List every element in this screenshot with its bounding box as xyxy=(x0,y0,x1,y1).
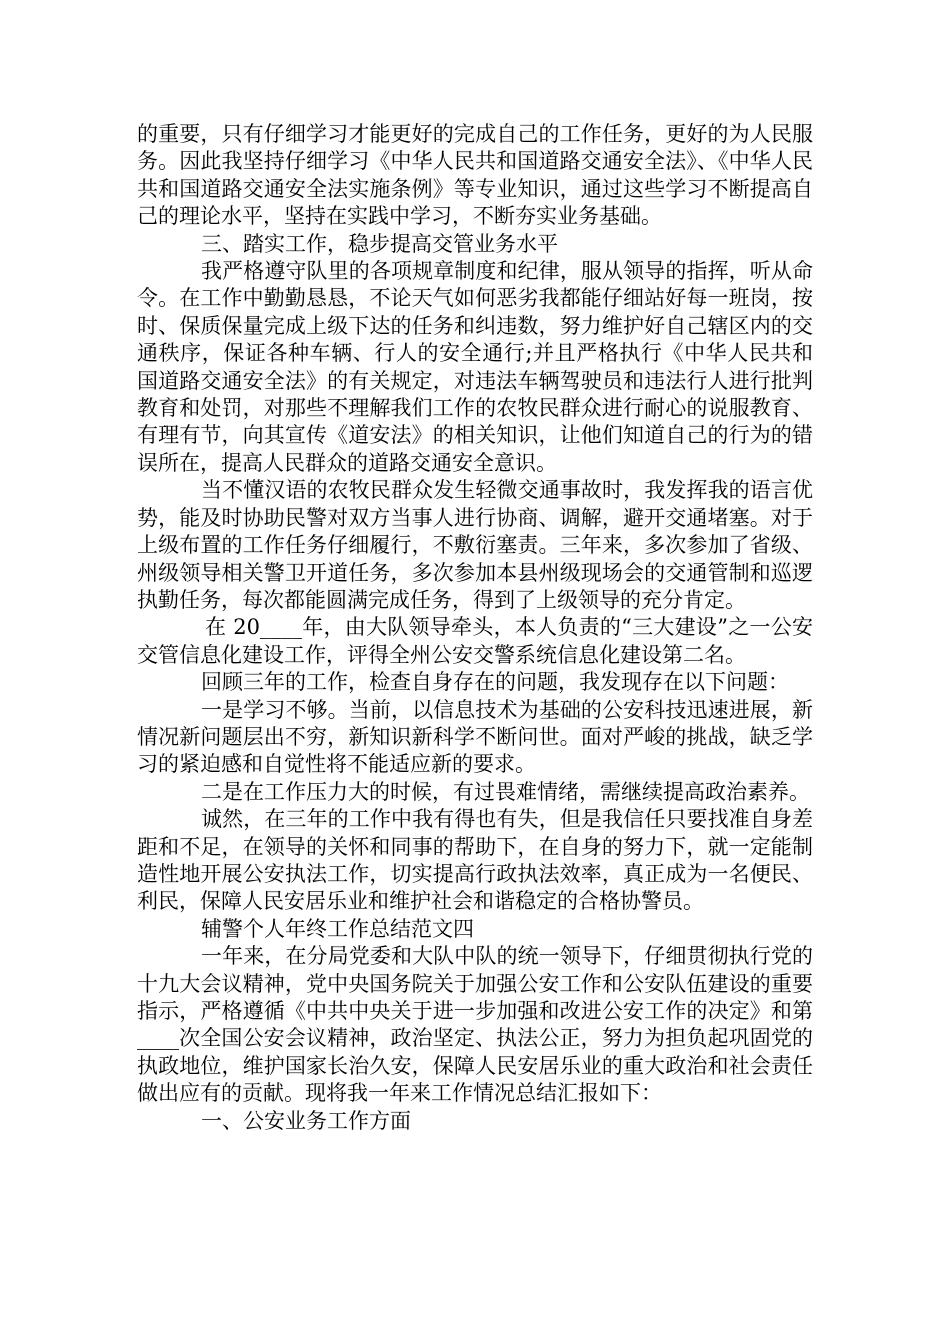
paragraph-conclusion: 诚然，在三年的工作中我有得也有失，但是我信任只要找准自身差距和不足，在领导的关怀和同事的帮助下，在自身的努力下，就一定能制造性地开展公安执法工作，切实提高行政执法效率，真正成为一名便民、利民，保障人民安居乐业和维护社会和谐稳定的合格协警员。 xyxy=(137,807,813,914)
document-body xyxy=(137,121,813,1135)
paragraph-informatization: 在 20____年，由大队领导牵头，本人负责的“三大建设”之一公安交管信息化建设工作，评得全州公安交警系统信息化建设第二名。 xyxy=(137,615,813,667)
paragraph-problem-2: 二是在工作压力大的时候，有过畏难情绪，需继续提高政治素养。 xyxy=(201,779,810,804)
section-heading-1: 一、公安业务工作方面 xyxy=(201,1108,411,1133)
paragraph-review: 回顾三年的工作，检查自身存在的问题，我发现存在以下问题： xyxy=(201,670,789,695)
paragraph-language-advantage: 当不懂汉语的农牧民群众发生轻微交通事故时，我发挥我的语言优势，能及时协助民警对双方当事人进行协商、调解，避开交通堵塞。对于上级布置的工作任务仔细履行，不敷衍塞责。三年来，多次参加了省级、州级领导相关警卫开道任务，多次参加本县州级现场会的交通管制和巡逻执勤任务，每次都能圆满完成任务，得到了上级领导的充分肯定。 xyxy=(137,478,813,612)
paragraph-problem-1: 一是学习不够。当前，以信息技术为基础的公安科技迅速进展，新情况新问题层出不穷，新知识新科学不断问世。面对严峻的挑战，缺乏学习的紧迫感和自觉性将不能适应新的要求。 xyxy=(137,697,813,777)
paragraph-continuation: 的重要，只有仔细学习才能更好的完成自己的工作任务，更好的为人民服务。因此我坚持仔细学习《中华人民共和国道路交通安全法》、《中华人民共和国道路交通安全法实施条例》等专业知识，通过这些学习不断提高自己的理论水平，坚持在实践中学习，不断夯实业务基础。 xyxy=(137,122,813,229)
paragraph-discipline: 我严格遵守队里的各项规章制度和纪律，服从领导的指挥，听从命令。在工作中勤勤恳恳，不论天气如何恶劣我都能仔细站好每一班岗，按时、保质保量完成上级下达的任务和纠违数，努力维护好自己辖区内的交通秩序，保证各种车辆、行人的安全通行;并且严格执行《中华人民共和国道路交通安全法》的有关规定，对违法车辆驾驶员和违法行人进行批判教育和处罚，对那些不理解我们工作的农牧民群众进行耐心的说服教育、有理有节，向其宣传《道安法》的相关知识，让他们知道自己的行为的错误所在，提高人民群众的道路交通安全意识。 xyxy=(137,259,813,475)
article-title-4: 辅警个人年终工作总结范文四 xyxy=(201,916,474,941)
paragraph-intro-4: 一年来，在分局党委和大队中队的统一领导下，仔细贯彻执行党的十九大会议精神，党中央国务院关于加强公安工作和公安队伍建设的重要指示，严格遵循《中共中央关于进一步加强和改进公安工作的决定》和第____次全国公安会议精神，政治坚定、执法公正，努力为担负起巩固党的执政地位，维护国家长治久安，保障人民安居乐业的重大政治和社会责任做出应有的贡献。现将我一年来工作情况总结汇报如下： xyxy=(137,944,813,1106)
section-heading-3: 三、踏实工作，稳步提高交管业务水平 xyxy=(201,231,558,256)
